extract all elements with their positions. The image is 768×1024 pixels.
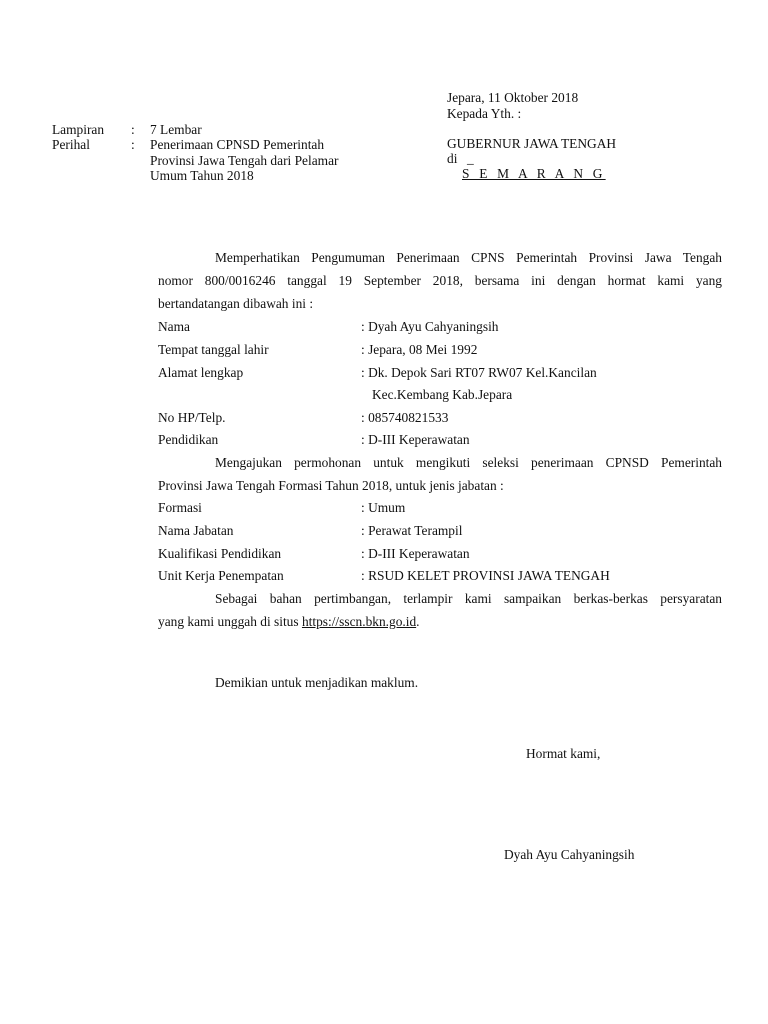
- field-value-formasi: : Umum: [361, 500, 406, 515]
- request-line: Provinsi Jawa Tengah Formasi Tahun 2018, untuk jenis jabatan :: [158, 478, 504, 493]
- field-label-nama: Nama: [158, 319, 190, 334]
- perihal-colon: :: [131, 137, 135, 152]
- field-value-jabatan: : Perawat Terampil: [361, 523, 463, 538]
- consider-line: Sebagai bahan pertimbangan, terlampir kami sampaikan berkas-berkas persyaratan: [215, 591, 722, 606]
- kepada-label: Kepada Yth. :: [447, 106, 522, 121]
- field-value-kualifikasi: : D-III Keperawatan: [361, 546, 470, 561]
- field-label-pendidikan: Pendidikan: [158, 432, 219, 447]
- di-mark: _: [467, 151, 474, 166]
- intro-line: Memperhatikan Pengumuman Penerimaan CPNS Pemerintah Provinsi Jawa Tengah: [215, 250, 722, 265]
- field-value-nama: : Dyah Ayu Cahyaningsih: [361, 319, 499, 334]
- field-label-alamat: Alamat lengkap: [158, 365, 244, 380]
- place-date: Jepara, 11 Oktober 2018: [447, 90, 579, 105]
- intro-line: nomor 800/0016246 tanggal 19 September 2018, bersama ini dengan hormat kami yang: [158, 273, 722, 288]
- field-value-ttl: : Jepara, 08 Mei 1992: [361, 342, 478, 357]
- field-value-alamat-cont: Kec.Kembang Kab.Jepara: [372, 387, 513, 402]
- field-value-hp: : 085740821533: [361, 410, 449, 425]
- lampiran-colon: :: [131, 122, 135, 137]
- field-value-alamat: : Dk. Depok Sari RT07 RW07 Kel.Kancilan: [361, 365, 597, 380]
- field-value-unit: : RSUD KELET PROVINSI JAWA TENGAH: [361, 568, 610, 583]
- field-label-ttl: Tempat tanggal lahir: [158, 342, 269, 357]
- perihal-label: Perihal: [52, 137, 90, 152]
- consider-suffix: .: [416, 614, 420, 629]
- perihal-line: Umum Tahun 2018: [150, 168, 254, 183]
- consider-line-2: [158, 614, 420, 630]
- perihal-line: Penerimaan CPNSD Pemerintah: [150, 137, 325, 152]
- city: S E M A R A N G: [462, 166, 606, 181]
- signer-name: Dyah Ayu Cahyaningsih: [504, 847, 635, 862]
- recipient: GUBERNUR JAWA TENGAH: [447, 136, 617, 151]
- field-value-pendidikan: : D-III Keperawatan: [361, 432, 470, 447]
- intro-line: bertandatangan dibawah ini :: [158, 296, 314, 311]
- lampiran-label: Lampiran: [52, 122, 105, 137]
- field-label-hp: No HP/Telp.: [158, 410, 226, 425]
- field-label-kualifikasi: Kualifikasi Pendidikan: [158, 546, 282, 561]
- regards-text: Hormat kami,: [526, 746, 601, 761]
- field-label-formasi: Formasi: [158, 500, 202, 515]
- sscn-link[interactable]: https://sscn.bkn.go.id: [301, 614, 417, 629]
- field-label-jabatan: Nama Jabatan: [158, 523, 234, 538]
- request-line: Mengajukan permohonan untuk mengikuti seleksi penerimaan CPNSD Pemerintah: [215, 455, 722, 470]
- lampiran-value: 7 Lembar: [150, 122, 202, 137]
- closing-text: Demikian untuk menjadikan maklum.: [215, 675, 419, 690]
- consider-prefix: yang kami unggah di situs: [158, 614, 299, 629]
- field-label-unit: Unit Kerja Penempatan: [158, 568, 284, 583]
- perihal-line: Provinsi Jawa Tengah dari Pelamar: [150, 153, 339, 168]
- di-label: di: [447, 151, 458, 166]
